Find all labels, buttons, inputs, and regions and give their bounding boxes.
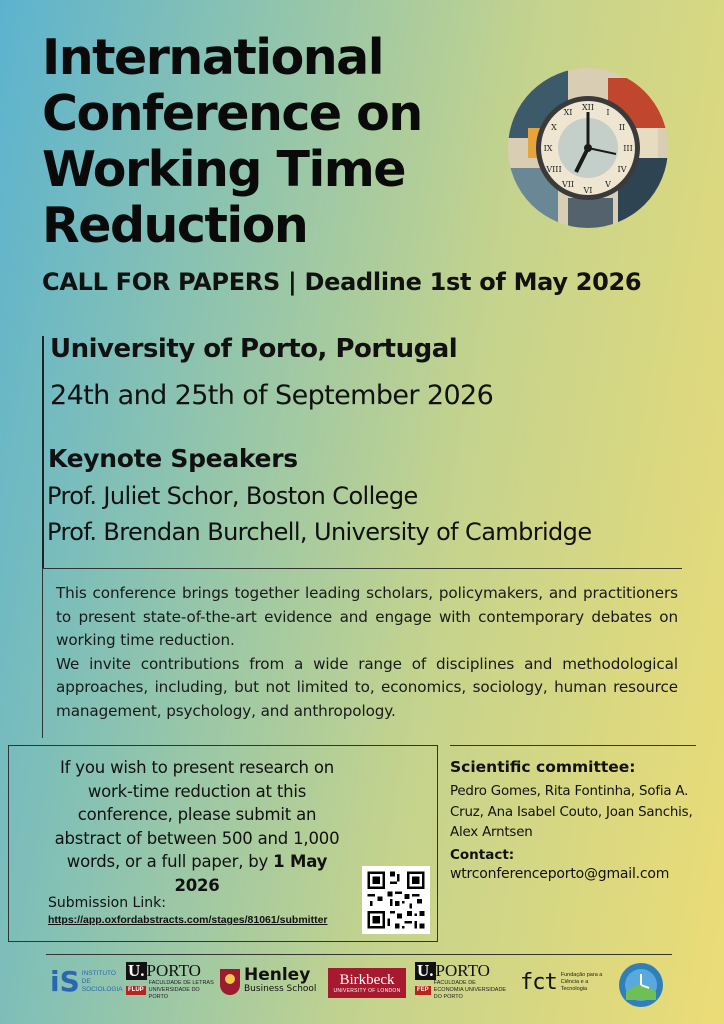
fct-mark: fct	[520, 969, 557, 995]
submission-text: If you wish to present research on work-time reduction at this conference, please submit an abstract of between 500 and 1,000 words, or a full paper, by	[54, 758, 340, 871]
submission-link-label: Submission Link:	[48, 895, 166, 911]
birkbeck-line2: UNIVERSITY OF LONDON	[333, 988, 401, 994]
title-line-4: Reduction	[42, 197, 308, 254]
logo-network	[616, 960, 666, 1010]
henley-line2: Business School	[244, 984, 317, 994]
committee-heading: Scientific committee:	[450, 758, 636, 776]
title-line-2: Conference on	[42, 85, 422, 142]
clock-illustration	[508, 68, 668, 228]
flup-sub: FACULDADE DE LETRAS UNIVERSIDADE DO PORTO	[148, 980, 214, 1000]
contact-email[interactable]: wtrconferenceporto@gmail.com	[450, 866, 670, 882]
divider-horizontal	[42, 568, 682, 569]
divider-horizontal	[450, 745, 696, 746]
svg-text:VII: VII	[561, 180, 575, 189]
conference-title	[42, 30, 512, 254]
submission-link[interactable]: https://app.oxfordabstracts.com/stages/81061/submitter	[48, 914, 328, 926]
uporto-wordmark	[126, 962, 201, 980]
logo-fep	[415, 962, 507, 1002]
is-text: INSTITUTO DE SOCIOLOGIA	[81, 970, 123, 993]
uporto-name: PORTO	[146, 961, 201, 980]
title-line-3: Working Time	[42, 141, 406, 198]
venue: University of Porto, Portugal	[50, 334, 458, 364]
logo-instituto-sociologia	[50, 962, 123, 1002]
flup-subline	[126, 980, 214, 1001]
svg-text:I: I	[606, 108, 610, 117]
divider-vertical	[42, 336, 44, 568]
divider-horizontal	[46, 954, 672, 955]
divider-vertical	[42, 568, 43, 738]
uporto-wordmark	[415, 962, 490, 980]
submission-deadline: 1 May 2026	[174, 852, 328, 895]
call-for-papers: CALL FOR PAPERS | Deadline 1st of May 2026	[42, 268, 642, 296]
logo-fct	[520, 962, 610, 1002]
logo-birkbeck	[328, 968, 406, 998]
henley-line1: Henley	[244, 965, 311, 985]
qr-code[interactable]	[362, 866, 430, 934]
uporto-u: U.	[417, 961, 434, 980]
svg-text:IV: IV	[617, 165, 627, 174]
is-mark: iS	[50, 965, 80, 998]
fep-sub: FACULDADE DE ECONOMIA UNIVERSIDADE DO PORTO	[433, 980, 507, 1000]
description-paragraph: This conference brings together leading scholars, policymakers, and practitioners to present state-of-the-art evidence and engage with contemporary debates on working time reduction.	[56, 584, 678, 649]
logo-henley	[220, 962, 318, 1002]
svg-text:IX: IX	[543, 144, 553, 153]
henley-shield-icon	[220, 969, 240, 995]
birkbeck-line1: Birkbeck	[339, 972, 395, 988]
svg-text:II: II	[618, 123, 626, 132]
keynote-speaker: Prof. Brendan Burchell, University of Cambridge	[47, 518, 592, 546]
logo-flup	[126, 962, 214, 1002]
fep-tag: FEP	[417, 987, 429, 993]
svg-text:XII: XII	[581, 103, 595, 112]
svg-text:VIII: VIII	[546, 165, 562, 174]
conference-description	[56, 582, 678, 723]
keynote-speaker: Prof. Juliet Schor, Boston College	[47, 482, 418, 510]
title-line-1: International	[42, 29, 384, 86]
uporto-name: PORTO	[435, 961, 490, 980]
svg-text:VI: VI	[583, 186, 593, 195]
svg-text:III: III	[623, 144, 633, 153]
svg-text:X: X	[551, 123, 557, 132]
flup-tag: FLUP	[128, 987, 144, 993]
committee-members: Pedro Gomes, Rita Fontinha, Sofia A. Cruz, Ana Isabel Couto, Joan Sanchis, Alex Arntsen	[450, 784, 693, 840]
keynote-heading: Keynote Speakers	[48, 444, 298, 473]
contact-heading: Contact:	[450, 847, 515, 863]
submission-instructions	[44, 756, 350, 897]
svg-text:V: V	[605, 180, 611, 189]
conference-dates: 24th and 25th of September 2026	[50, 380, 494, 411]
uporto-u: U.	[128, 961, 145, 980]
henley-text	[244, 965, 317, 996]
fct-text: Fundação para a Ciência e a Tecnologia	[560, 971, 603, 992]
svg-text:XI: XI	[563, 108, 573, 117]
description-paragraph: We invite contributions from a wide range of disciplines and methodological approaches, including, but not limited to, economics, sociology, human resource management, psychology, and anthropology.	[56, 654, 678, 720]
fep-subline	[415, 980, 507, 1001]
